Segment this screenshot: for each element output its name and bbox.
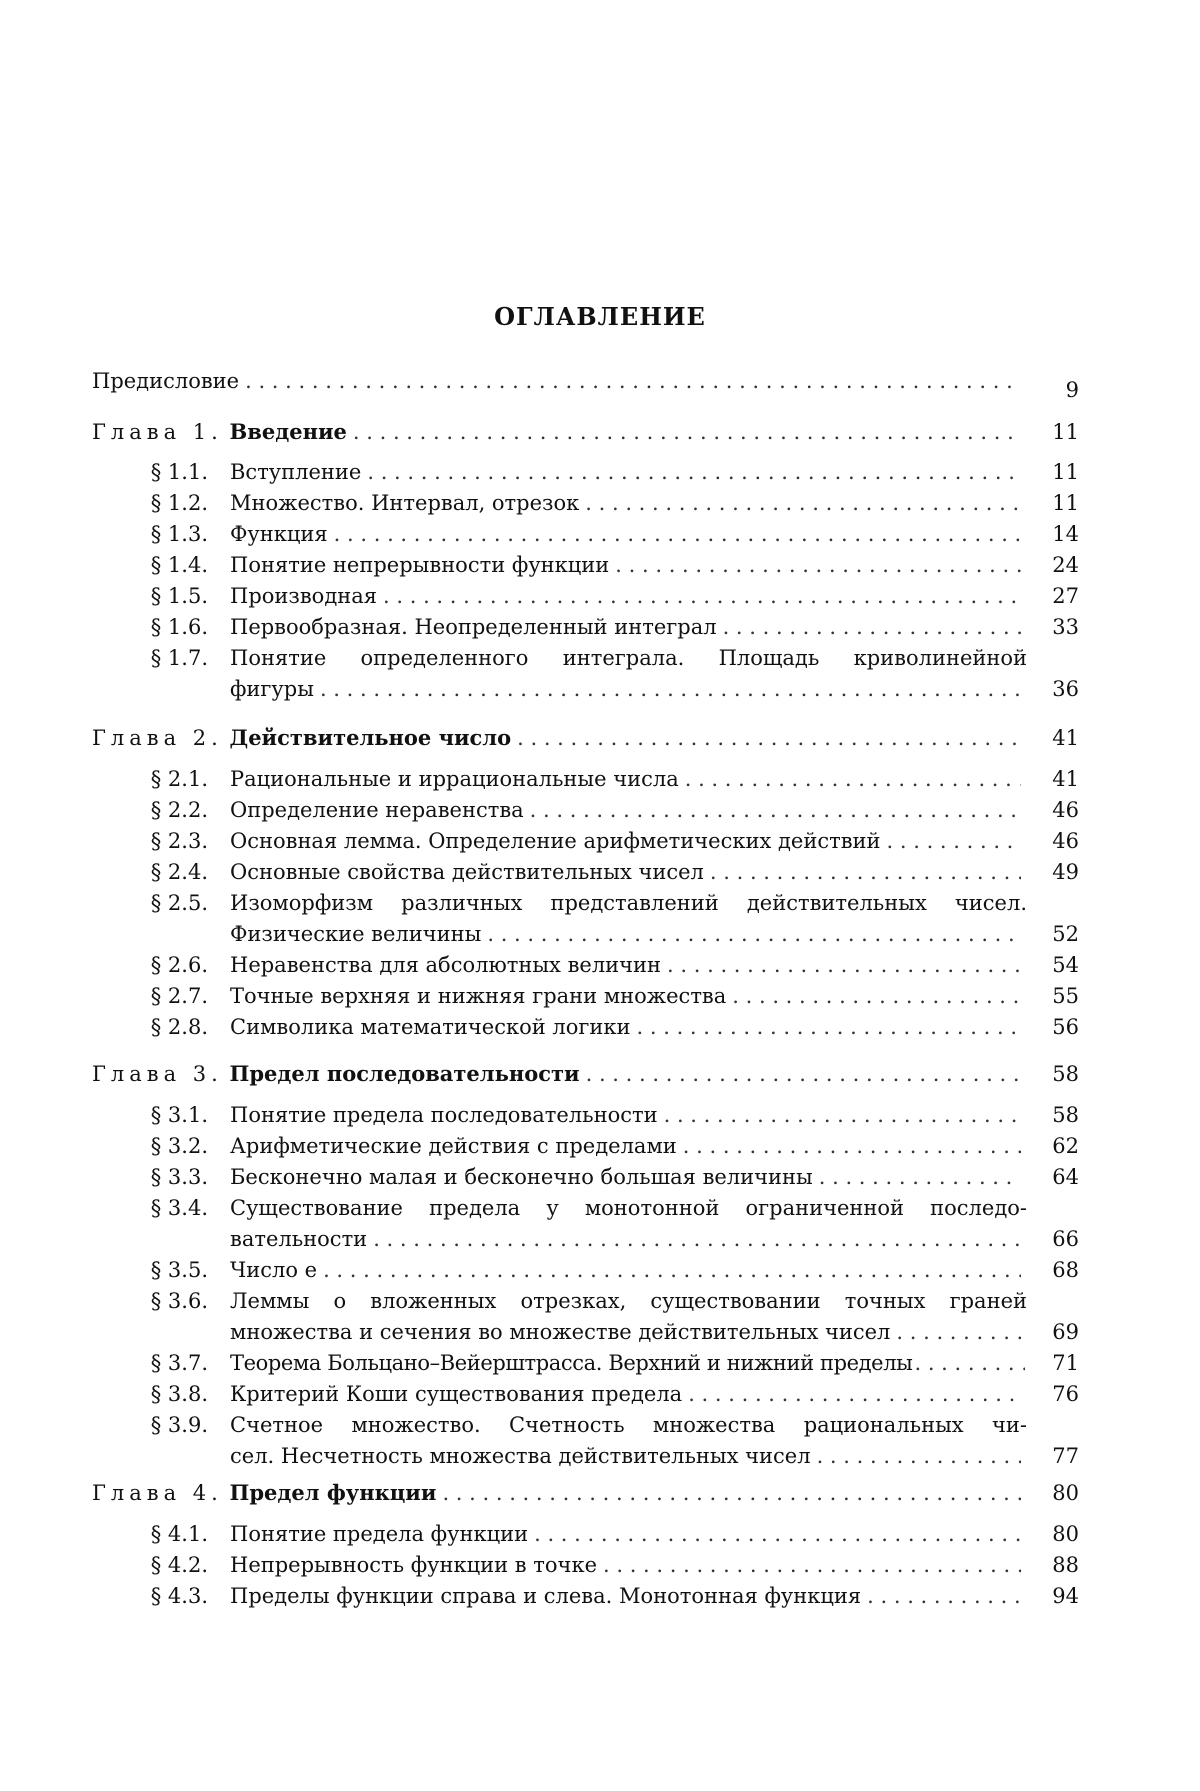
dot-leader [637, 1012, 1021, 1043]
section-number: § 3.5. [150, 1258, 208, 1282]
dot-leader [487, 919, 1021, 950]
dot-leader [323, 1255, 1021, 1286]
section-number: § 3.3. [150, 1165, 208, 1189]
dot-leader [819, 1162, 1021, 1193]
toc-entry-preface[interactable] [92, 366, 1079, 406]
section-title: Теорема Больцано–Вейерштрасса. Верхний и нижний пределы [230, 1351, 913, 1375]
toc-entry-section-3-2[interactable] [92, 1131, 1079, 1162]
toc-entry-section-4-3[interactable] [92, 1581, 1079, 1612]
chapter-prefix: Глава 4. [92, 1481, 223, 1505]
section-number: § 3.7. [150, 1351, 208, 1375]
toc-entry-section-2-4[interactable] [92, 857, 1079, 888]
chapter-title: Введение [229, 419, 347, 444]
section-title-line2: Физические величины [230, 922, 482, 946]
dot-leader [896, 1317, 1021, 1348]
page-number: 77 [1052, 1444, 1079, 1468]
page-number: 41 [1052, 726, 1079, 750]
toc-entry-section-3-7[interactable] [92, 1348, 1079, 1379]
page-number: 69 [1052, 1320, 1079, 1344]
toc-entry-section-1-6[interactable] [92, 612, 1079, 643]
dot-leader [914, 1348, 1025, 1379]
section-title: Функция [230, 522, 328, 546]
page-number: 27 [1052, 584, 1079, 608]
dot-leader [245, 366, 1021, 397]
toc-entry-section-1-4[interactable] [92, 550, 1079, 581]
toc-entry-section-4-1[interactable] [92, 1519, 1079, 1550]
chapter-prefix: Глава 1. [92, 420, 223, 444]
toc-entry-section-1-5[interactable] [92, 581, 1079, 612]
section-number: § 1.4. [150, 553, 208, 577]
dot-leader [517, 723, 1021, 754]
page-number: 33 [1052, 615, 1079, 639]
section-title-line1: Счетное множество. Счетность множества рациональных чи- [230, 1413, 1027, 1437]
toc-entry-section-1-7[interactable] [92, 643, 1079, 705]
toc-entry-chapter-2[interactable] [92, 722, 1079, 753]
page-number: 54 [1052, 953, 1079, 977]
section-title-line2: вательности [230, 1227, 368, 1251]
page-number: 11 [1052, 491, 1079, 515]
section-title: Число e [230, 1258, 318, 1282]
section-title: Вступление [230, 460, 362, 484]
toc-entry-section-4-2[interactable] [92, 1550, 1079, 1581]
dot-leader [603, 1550, 1021, 1581]
page-number: 71 [1052, 1351, 1079, 1375]
page-number: 11 [1052, 420, 1079, 444]
dot-leader [723, 612, 1021, 643]
page-number: 56 [1052, 1015, 1079, 1039]
section-title: Понятие предела функции [230, 1522, 529, 1546]
toc-entry-section-1-3[interactable] [92, 519, 1079, 550]
toc-entry-chapter-3[interactable] [92, 1058, 1079, 1089]
dot-leader [667, 950, 1021, 981]
section-number: § 4.3. [150, 1584, 208, 1608]
toc-entry-section-1-1[interactable] [92, 457, 1079, 488]
section-title: Неравенства для абсолютных величин [230, 953, 662, 977]
section-title: Основная лемма. Определение арифметических действий [230, 829, 881, 853]
dot-leader [530, 795, 1021, 826]
dot-leader [353, 417, 1021, 448]
section-title: Бесконечно малая и бесконечно большая величины [230, 1165, 813, 1189]
toc-entry-section-3-9[interactable] [92, 1410, 1079, 1472]
section-title: Производная [230, 584, 378, 608]
section-number: § 2.3. [150, 829, 208, 853]
page-number: 66 [1052, 1227, 1079, 1251]
section-number: § 2.6. [150, 953, 208, 977]
dot-leader [585, 488, 1021, 519]
toc-entry-section-2-8[interactable] [92, 1012, 1079, 1043]
toc-entry-section-2-6[interactable] [92, 950, 1079, 981]
dot-leader [887, 826, 1021, 857]
section-title: Пределы функции справа и слева. Монотонная функция [230, 1584, 862, 1608]
section-title: Понятие предела последовательности [230, 1103, 658, 1127]
dot-leader [373, 1224, 1021, 1255]
toc-entry-section-2-3[interactable] [92, 826, 1079, 857]
toc-entry-section-3-1[interactable] [92, 1100, 1079, 1131]
section-number: § 1.5. [150, 584, 208, 608]
page-number: 11 [1052, 460, 1079, 484]
page-number: 64 [1052, 1165, 1079, 1189]
toc-entry-section-3-8[interactable] [92, 1379, 1079, 1410]
dot-leader [534, 1519, 1021, 1550]
chapter-prefix: Глава 3. [92, 1062, 223, 1086]
toc-entry-section-3-3[interactable] [92, 1162, 1079, 1193]
dot-leader [710, 857, 1021, 888]
dot-leader [442, 1478, 1021, 1509]
dot-leader [688, 1379, 1021, 1410]
dot-leader [732, 981, 1021, 1012]
page-number: 9 [1065, 378, 1079, 402]
page-number: 36 [1052, 677, 1079, 701]
section-title: Понятие непрерывности функции [230, 553, 610, 577]
toc-entry-section-2-1[interactable] [92, 764, 1079, 795]
dot-leader [685, 764, 1021, 795]
section-number: § 1.3. [150, 522, 208, 546]
section-number: § 4.2. [150, 1553, 208, 1577]
section-title-line1: Существование предела у монотонной ограниченной последо- [230, 1196, 1027, 1220]
page-number: 58 [1052, 1103, 1079, 1127]
section-number: § 2.7. [150, 984, 208, 1008]
dot-leader [817, 1441, 1021, 1472]
page-number: 46 [1052, 829, 1079, 853]
toc-entry-section-3-4[interactable] [92, 1193, 1079, 1255]
section-number: § 3.2. [150, 1134, 208, 1158]
section-title: Рациональные и иррациональные числа [230, 767, 679, 791]
section-number: § 4.1. [150, 1522, 208, 1546]
section-title: Арифметические действия с пределами [230, 1134, 677, 1158]
page-number: 24 [1052, 553, 1079, 577]
chapter-title: Предел последовательности [229, 1061, 580, 1086]
chapter-title: Предел функции [229, 1480, 437, 1505]
page-number: 41 [1052, 767, 1079, 791]
page-number: 76 [1052, 1382, 1079, 1406]
page-number: 46 [1052, 798, 1079, 822]
preface-label: Предисловие [92, 369, 240, 393]
toc-entry-section-2-5[interactable] [92, 888, 1079, 950]
toc-entry-chapter-4[interactable] [92, 1477, 1079, 1508]
page-number: 68 [1052, 1258, 1079, 1282]
section-number: § 2.1. [150, 767, 208, 791]
page-number: 88 [1052, 1553, 1079, 1577]
toc-entry-section-2-2[interactable] [92, 795, 1079, 826]
section-number: § 1.7. [150, 646, 208, 670]
chapter-prefix: Глава 2. [92, 726, 223, 750]
section-number: § 2.4. [150, 860, 208, 884]
section-number: § 1.6. [150, 615, 208, 639]
page-number: 14 [1052, 522, 1079, 546]
section-number: § 3.8. [150, 1382, 208, 1406]
section-title-line1: Леммы о вложенных отрезках, существовании точных граней [230, 1289, 1027, 1313]
section-title: Непрерывность функции в точке [230, 1553, 597, 1577]
section-title-line1: Понятие определенного интеграла. Площадь криволинейной [230, 646, 1027, 670]
section-title: Первообразная. Неопределенный интеграл [230, 615, 717, 639]
dot-leader [367, 457, 1021, 488]
section-title-line1: Изоморфизм различных представлений действительных чисел. [230, 891, 1027, 915]
toc-entry-section-1-2[interactable] [92, 488, 1079, 519]
section-title: Точные верхняя и нижняя грани множества [230, 984, 727, 1008]
dot-leader [615, 550, 1021, 581]
page-number: 49 [1052, 860, 1079, 884]
section-title-line2: сел. Несчетность множества действительных чисел [230, 1444, 811, 1468]
dot-leader [664, 1100, 1021, 1131]
section-number: § 2.5. [150, 891, 208, 915]
page-number: 58 [1052, 1062, 1079, 1086]
dot-leader [867, 1581, 1021, 1612]
toc-entry-chapter-1[interactable] [92, 416, 1079, 447]
chapter-title: Действительное число [229, 725, 512, 750]
dot-leader [383, 581, 1021, 612]
section-number: § 2.8. [150, 1015, 208, 1039]
toc-entry-section-2-7[interactable] [92, 981, 1079, 1012]
toc-entry-section-3-5[interactable] [92, 1255, 1079, 1286]
page-number: 62 [1052, 1134, 1079, 1158]
page-title: ОГЛАВЛЕНИЕ [494, 302, 706, 331]
dot-leader [683, 1131, 1021, 1162]
section-number: § 1.1. [150, 460, 208, 484]
page-number: 80 [1052, 1522, 1079, 1546]
section-title: Критерий Коши существования предела [230, 1382, 683, 1406]
section-number: § 3.6. [150, 1289, 208, 1313]
page-number: 94 [1052, 1584, 1079, 1608]
section-number: § 3.9. [150, 1413, 208, 1437]
section-title: Множество. Интервал, отрезок [230, 491, 580, 515]
page-number: 52 [1052, 922, 1079, 946]
toc-entry-section-3-6[interactable] [92, 1286, 1079, 1348]
section-title: Определение неравенства [230, 798, 524, 822]
section-title: Основные свойства действительных чисел [230, 860, 704, 884]
page-number: 55 [1052, 984, 1079, 1008]
section-number: § 1.2. [150, 491, 208, 515]
dot-leader [586, 1059, 1021, 1090]
section-number: § 3.4. [150, 1196, 208, 1220]
section-number: § 2.2. [150, 798, 208, 822]
section-title-line2: фигуры [230, 677, 314, 701]
dot-leader [334, 519, 1021, 550]
section-title-line2: множества и сечения во множестве действительных чисел [230, 1320, 891, 1344]
page-number: 80 [1052, 1481, 1079, 1505]
section-number: § 3.1. [150, 1103, 208, 1127]
section-title: Символика математической логики [230, 1015, 631, 1039]
dot-leader [320, 674, 1021, 705]
